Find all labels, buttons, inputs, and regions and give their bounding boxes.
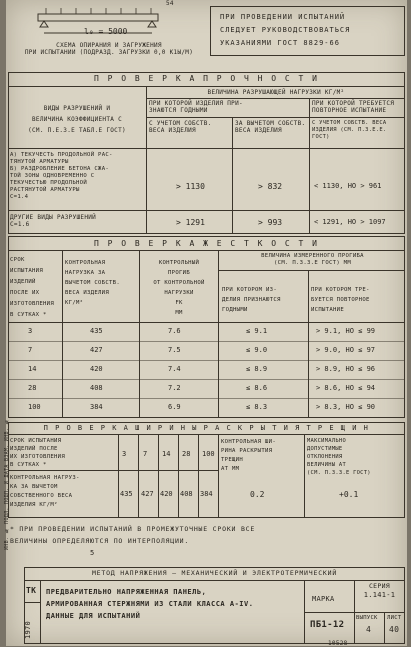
side-stamp-text: ИНВ. № ПОДЛ. ПОДП. И ДАТА ВЗАМ. ИНВ. № (4, 418, 10, 550)
issue-label: ВЫПУСК (356, 615, 378, 621)
stiffness-row-retest: > 8.6, НО ≤ 94 (316, 384, 376, 392)
stiffness-row-deflection: 7.6 (168, 327, 181, 335)
stiffness-row-load: 435 (90, 327, 103, 335)
stiffness-row-ok: ≤ 8.6 (246, 384, 268, 392)
crack-h-load: КОНТРОЛЬНАЯ НАГРУЗ- КА ЗА ВЫЧЕТОМ СОБСТВЕННОГО ВЕСА ИЗДЕЛИЯ КГ/М² (10, 475, 80, 508)
document-sheet (6, 0, 407, 646)
crack-days-cell: 14 (162, 450, 171, 458)
stiffness-row-retest: > 9.1, НО ≤ 99 (316, 327, 376, 335)
row-divider (8, 398, 405, 399)
stiffness-h-load: КОНТРОЛЬНАЯ НАГРУЗКА ЗА ВЫЧЕТОМ СОБСТВ. ВЕСА ИЗДЕЛИЯ КГ/М² (65, 260, 121, 306)
crack-load-cell: 435 (120, 490, 133, 498)
crack-h-tolerance: МАКСИМАЛЬНО ДОПУСТИМЫЕ ОТКЛОНЕНИЯ ВЕЛИЧИНЫ ΑТ (СМ. П.З.З.Е ГОСТ) (307, 438, 371, 476)
row-divider (8, 360, 405, 361)
stiffness-row-days: 14 (28, 365, 37, 373)
header-note: ПРИ ПРОВЕДЕНИИ ИСПЫТАНИЙ СЛЕДУЕТ РУКОВОДСТВОВАТЬСЯ УКАЗАНИЯМИ ГОСТ 8829-66 (220, 13, 351, 47)
strength-row1-label: А) ТЕКУЧЕСТЬ ПРОДОЛЬНОЙ РАС- ТЯНУТОЙ АРМАТУРЫ Б) РАЗДРОБЛЕНИЕ БЕТОНА СЖА- ТОЙ ЗОНЫ ОДНОВРЕМЕННО С ТЕКУЧЕСТЬЮ ПРОДОЛЬНОЙ РАСТЯНУТОЙ АРМАТУРЫ С=1.4 (10, 152, 113, 200)
stiffness-row-ok: ≤ 8.3 (246, 403, 268, 411)
strength-row1-v1: > 1130 (176, 182, 205, 191)
document-title: ПРЕДВАРИТЕЛЬНО НАПРЯЖЕННАЯ ПАНЕЛЬ, АРМИРОВАННАЯ СТЕРЖНЯМИ ИЗ СТАЛИ КЛАССА А-IV. ДАННЫЕ ДЛЯ ИСПЫТАНИЙ (46, 588, 254, 620)
bottom-number: 10528 (328, 640, 348, 647)
stiffness-row-retest: > 8.9, НО ≤ 96 (316, 365, 376, 373)
crack-width-value: 0.2 (250, 490, 265, 499)
stiffness-row-deflection: 6.9 (168, 403, 181, 411)
stiffness-row-days: 100 (28, 403, 41, 411)
sheet-value: 40 (389, 625, 400, 634)
crack-days-cell: 7 (143, 450, 148, 458)
marka-label: МАРКА (312, 595, 335, 603)
stiffness-h-days: СРОК ИСПЫТАНИЯ ИЗДЕЛИЙ ПОСЛЕ ИХ ИЗГОТОВЛЕНИЯ В СУТКАХ * (10, 257, 55, 318)
stiffness-title: П Р О В Е Р К А Ж Е С Т К О С Т И (94, 239, 319, 248)
stiffness-row-deflection: 7.5 (168, 346, 181, 354)
stiffness-row-days: 3 (28, 327, 33, 335)
issue-value: 4 (366, 625, 372, 634)
strength-sub1: ПРИ КОТОРОЙ ИЗДЕЛИЯ ПРИ- ЗНАЮТСЯ ГОДНЫМИ (149, 100, 243, 114)
tk-year: 1970 (24, 620, 32, 639)
stiffness-row-load: 420 (90, 365, 103, 373)
stiffness-row-ok: ≤ 9.0 (246, 346, 268, 354)
strength-title: П Р О В Е Р К А П Р О Ч Н О С Т И (94, 74, 319, 83)
crack-tolerance-value: +0.1 (339, 490, 359, 499)
crack-days-cell: 28 (182, 450, 191, 458)
strength-sub2: ПРИ КОТОРОЙ ТРЕБУЕТСЯ ПОВТОРНОЕ ИСПЫТАНИЕ (312, 100, 395, 114)
stiffness-row-ok: ≤ 9.1 (246, 327, 268, 335)
crack-load-cell: 427 (141, 490, 154, 498)
crack-load-cell: 408 (180, 490, 193, 498)
note-5: 5 (90, 549, 95, 557)
strength-sub2a: С УЧЕТОМ СОБСТВ. ВЕСА ИЗДЕЛИЯ (СМ. П.З.Е.Е. ГОСТ) (312, 120, 387, 140)
scheme-span: l₀ = 5000 (84, 27, 128, 36)
crack-load-cell: 384 (200, 490, 213, 498)
stiffness-row-load: 384 (90, 403, 103, 411)
stiffness-h-measured: ВЕЛИЧИНА ИЗМЕРЕННОГО ПРОГИБА (СМ. П.З.З.Е ГОСТ) ММ (261, 253, 364, 266)
stiffness-row-load: 427 (90, 346, 103, 354)
stiffness-h-defl: КОНТРОЛЬНЫЙ ПРОГИБ ОТ КОНТРОЛЬНОЙ НАГРУЗКИ FК ММ (153, 260, 205, 316)
series-label: СЕРИЯ (368, 582, 391, 590)
stiffness-row-deflection: 7.4 (168, 365, 181, 373)
stiffness-row-ok: ≤ 8.9 (246, 365, 268, 373)
strength-sub1b: ЗА ВЫЧЕТОМ СОБСТВ. ВЕСА ИЗДЕЛИЯ (235, 120, 306, 134)
strength-row2-v3: < 1291, НО > 1097 (314, 218, 386, 226)
footnote: * ПРИ ПРОВЕДЕНИИ ИСПЫТАНИЙ В ПРОМЕЖУТОЧНЫЕ СРОКИ ВСЕ ВЕЛИЧИНЫ ОПРЕДЕЛЯЮТСЯ ПО ИНТЕРПОЛЯЦИИ. (10, 525, 256, 545)
strength-row2-label: ДРУГИЕ ВИДЫ РАЗРУШЕНИЙ С=1.6 (10, 214, 97, 228)
strength-row1-v2: > 832 (258, 182, 283, 191)
strength-col-header: ВЕЛИЧИНА РАЗРУШАЮЩЕЙ НАГРУЗКИ КГ/М² (207, 89, 345, 96)
stiffness-row-days: 7 (28, 346, 33, 354)
series-value: 1.141-1 (363, 591, 396, 599)
stiffness-row-load: 408 (90, 384, 103, 392)
method-line: МЕТОД НАПРЯЖЕНИЯ – МЕХАНИЧЕСКИЙ И ЭЛЕКТРОТЕРМИЧЕСКИЙ (91, 569, 338, 577)
stiffness-h-ok: ПРИ КОТОРОМ ИЗ- ДЕЛИЯ ПРИЗНАЮТСЯ ГОДНЫМИ (222, 287, 281, 313)
strength-row1-v3: < 1130, НО > 961 (314, 182, 382, 190)
tk-label: ТК (26, 586, 37, 595)
crack-days-cell: 3 (122, 450, 127, 458)
crack-h-days: СРОК ИСПЫТАНИЯ ИЗДЕЛИЙ ПОСЛЕ ИХ ИЗГОТОВЛЕНИЯ В СУТКАХ * (10, 438, 66, 468)
crack-load-cell: 420 (160, 490, 173, 498)
crack-days-cell: 100 (202, 450, 215, 458)
strength-row2-v2: > 993 (258, 218, 283, 227)
row-divider (8, 341, 405, 342)
marka-value: ПБ1-12 (310, 620, 345, 630)
stiffness-row-retest: > 9.0, НО ≤ 97 (316, 346, 376, 354)
stiffness-row-days: 28 (28, 384, 37, 392)
stiffness-row-retest: > 8.3, НО ≤ 90 (316, 403, 376, 411)
page-number: 54 (166, 0, 174, 7)
strength-sub1a: С УЧЕТОМ СОБСТВ. ВЕСА ИЗДЕЛИЯ (149, 120, 212, 134)
crack-title: П Р О В Е Р К А Ш И Р И Н Ы Р А С К Р Ы Т И Я Т Р Е Щ И Н (43, 424, 370, 432)
strength-col-left: ВИДЫ РАЗРУШЕНИЙ И ВЕЛИЧИНА КОЭФФИЦИЕНТА С (СМ. П.Е.З.Е ТАБЛ.Е ГОСТ) (28, 105, 126, 134)
stiffness-h-retest: ПРИ КОТОРОМ ТРЕ- БУЕТСЯ ПОВТОРНОЕ ИСПЫТАНИЕ (311, 287, 370, 313)
sheet-label: ЛИСТ (387, 615, 402, 621)
scheme-caption: СХЕМА ОПИРАНИЯ И ЗАГРУЖЕНИЯ ПРИ ИСПЫТАНИИ (ПОДРАЗД. ЗАГРУЗКИ 0,0 К1Ы/М) (24, 42, 194, 56)
crack-h-width: КОНТРОЛЬНАЯ ШИ- РИНА РАСКРЫТИЯ ТРЕЩИН ΑТ ММ (221, 439, 277, 472)
stiffness-row-deflection: 7.2 (168, 384, 181, 392)
strength-row2-v1: > 1291 (176, 218, 205, 227)
row-divider (8, 379, 405, 380)
